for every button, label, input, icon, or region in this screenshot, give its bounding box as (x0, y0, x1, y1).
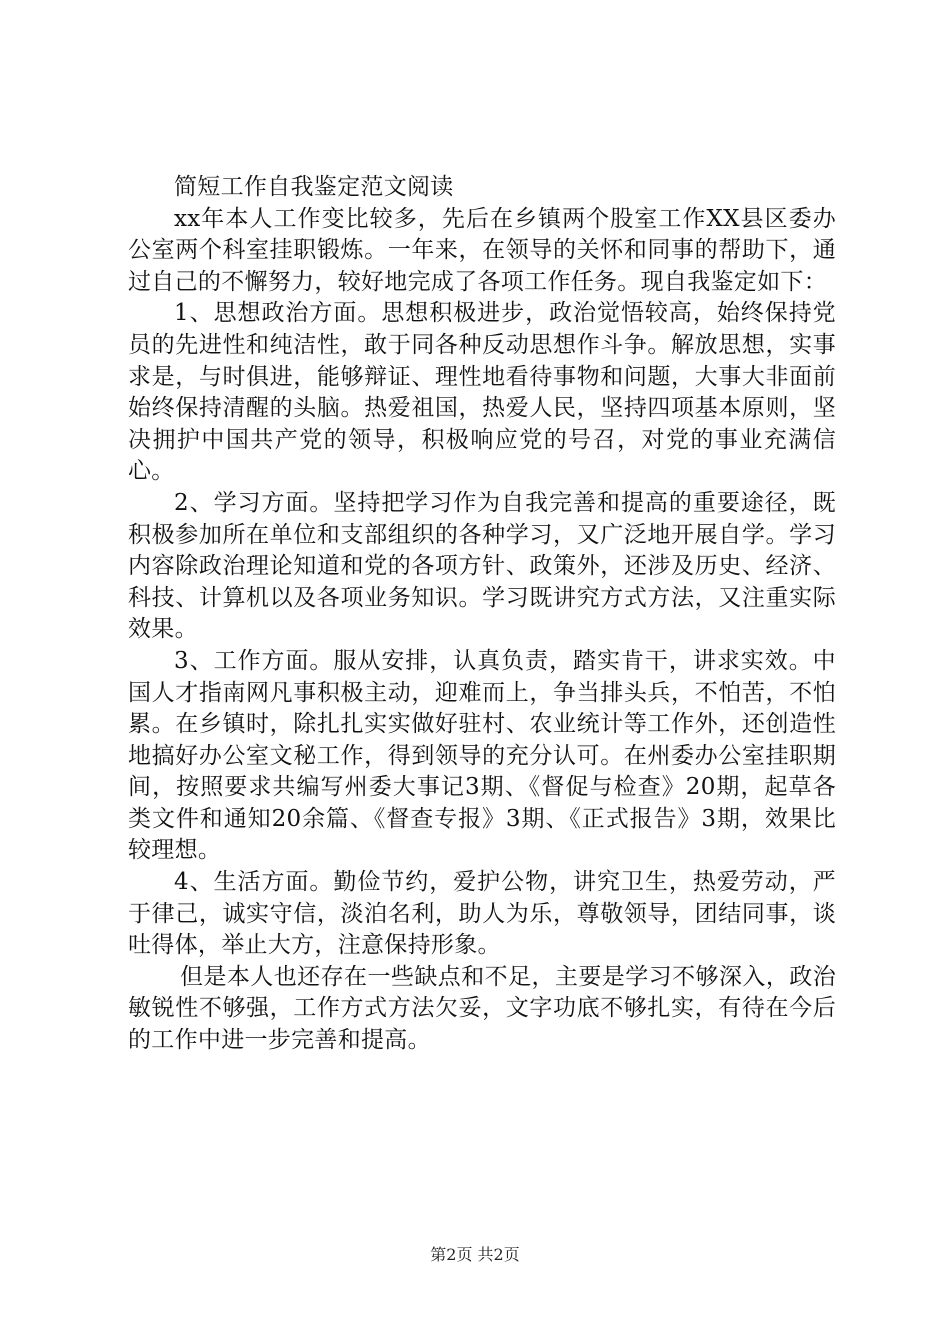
page-footer: 第2页 共2页 (430, 1245, 520, 1264)
paragraph-work: 3、工作方面。服从安排，认真负责，踏实肯干，讲求实效。中国人才指南网凡事积极主动，迎难而上，争当排头兵，不怕苦，不怕累。在乡镇时，除扎扎实实做好驻村、农业统计等工作外，还创造性地搞好办公室文秘工作，得到领导的充分认可。在州委办公室挂职期间，按照要求共编写州委大事记3期、《督促与检查》20期，起草各类文件和通知20余篇、《督查专报》3期、《正式报告》3期，效果比较理想。 (128, 647, 836, 864)
document-title: 简短工作自我鉴定范文阅读 (174, 174, 454, 200)
document-body (128, 172, 836, 1057)
paragraph-ideology: 1、思想政治方面。思想积极进步，政治觉悟较高，始终保持党员的先进性和纯洁性，敢于同各种反动思想作斗争。解放思想，实事求是，与时俱进，能够辩证、理性地看待事物和问题，大事大非面前始终保持清醒的头脑。热爱祖国，热爱人民，坚持四项基本原则，坚决拥护中国共产党的领导，积极响应党的号召，对党的事业充满信心。 (128, 300, 836, 485)
paragraph-life: 4、生活方面。勤俭节约，爱护公物，讲究卫生，热爱劳动，严于律己，诚实守信，淡泊名利，助人为乐，尊敬领导，团结同事，谈吐得体，举止大方，注意保持形象。 (128, 869, 836, 959)
paragraph-intro: xx年本人工作变比较多，先后在乡镇两个股室工作XX县区委办公室两个科室挂职锻炼。一年来，在领导的关怀和同事的帮助下，通过自己的不懈努力，较好地完成了各项工作任务。现自我鉴定如下： (128, 205, 836, 295)
paragraph-study: 2、学习方面。坚持把学习作为自我完善和提高的重要途径，既积极参加所在单位和支部组织的各种学习，又广泛地开展自学。学习内容除政治理论知道和党的各项方针、政策外，还涉及历史、经济、科技、计算机以及各项业务知识。学习既讲究方式方法，又注重实际效果。 (128, 489, 836, 643)
paragraph-shortcomings: 但是本人也还存在一些缺点和不足，主要是学习不够深入，政治敏锐性不够强，工作方式方法欠妥，文字功底不够扎实，有待在今后的工作中进一步完善和提高。 (128, 963, 836, 1054)
